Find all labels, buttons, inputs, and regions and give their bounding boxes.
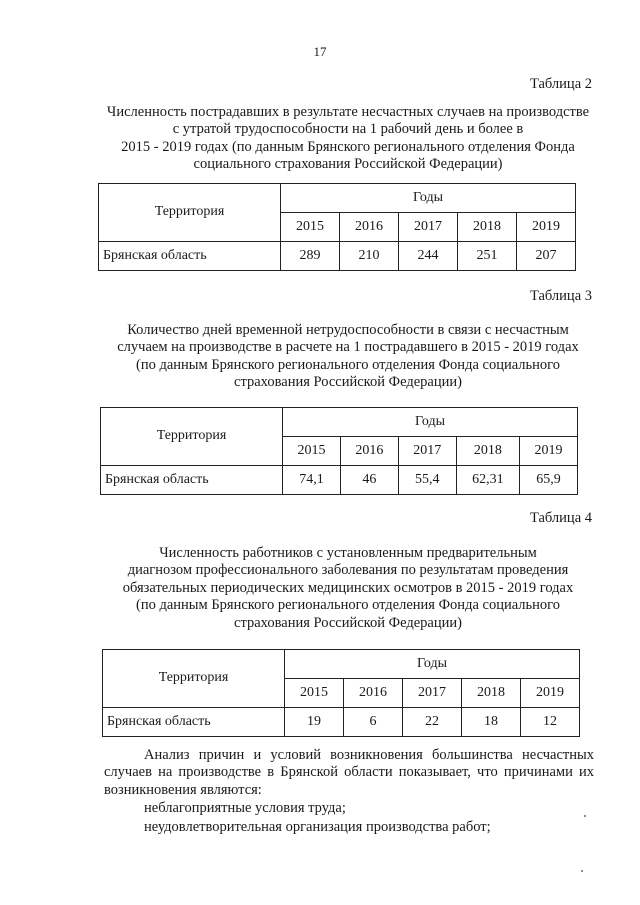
year-cell: 2017 [399, 213, 458, 242]
caption-line: (по данным Брянского регионального отделения Фонда социального [136, 597, 560, 614]
table-caption [98, 104, 598, 174]
row-name: Брянская область [99, 242, 281, 271]
value-cell: 210 [340, 242, 399, 271]
caption-line: с утратой трудоспособности на 1 рабочий день и более в [172, 121, 524, 138]
value-cell: 22 [403, 708, 462, 737]
row-name: Брянская область [101, 466, 283, 495]
value-cell: 6 [344, 708, 403, 737]
header-years: Годы [285, 650, 580, 679]
value-cell: 46 [340, 466, 398, 495]
year-cell: 2018 [462, 679, 521, 708]
table-caption [98, 322, 598, 392]
caption-line: 2015 - 2019 годах (по данным Брянского регионального отделения Фонда [121, 138, 575, 155]
value-cell: 74,1 [283, 466, 341, 495]
data-table [102, 649, 580, 737]
table-label: Таблица 4 [529, 510, 592, 526]
value-cell: 251 [458, 242, 517, 271]
row-name: Брянская область [103, 708, 285, 737]
year-cell: 2015 [283, 437, 341, 466]
scan-speck [584, 815, 586, 817]
list-item: неудовлетворительная организация производства работ; [144, 819, 491, 835]
caption-line: страхования Российской Федерации) [234, 614, 462, 631]
year-cell: 2016 [340, 213, 399, 242]
caption-line: Количество дней временной нетрудоспособности в связи с несчастным [127, 322, 569, 338]
year-cell: 2015 [281, 213, 340, 242]
caption-line: обязательных периодических медицинских осмотров в 2015 - 2019 годах [122, 579, 574, 596]
table-label: Таблица 2 [529, 76, 592, 92]
value-cell: 55,4 [398, 466, 456, 495]
caption-line: (по данным Брянского регионального отделения Фонда социального [136, 356, 560, 373]
value-cell: 244 [399, 242, 458, 271]
analysis-paragraph: Анализ причин и условий возникновения большинства несчастных случаев на производстве в Брянской области показывает, что причинами их возникновения являются: [104, 747, 594, 798]
year-cell: 2015 [285, 679, 344, 708]
caption-line: страхования Российской Федерации) [234, 374, 462, 391]
header-territory: Территория [101, 408, 283, 466]
value-cell: 18 [462, 708, 521, 737]
year-cell: 2017 [398, 437, 456, 466]
caption-line: Численность пострадавших в результате несчастных случаев на производстве [106, 104, 590, 120]
value-cell: 289 [281, 242, 340, 271]
year-cell: 2018 [456, 437, 519, 466]
year-cell: 2019 [517, 213, 576, 242]
caption-line: диагнозом профессионального заболевания по результатам проведения [127, 562, 569, 579]
page-number: 17 [313, 44, 327, 59]
value-cell: 207 [517, 242, 576, 271]
caption-line: Численность работников с установленным предварительным [159, 545, 537, 561]
value-cell: 12 [521, 708, 580, 737]
data-table [100, 407, 578, 495]
caption-line: социального страхования Российской Федерации) [193, 156, 503, 173]
year-cell: 2017 [403, 679, 462, 708]
table-label: Таблица 3 [529, 288, 592, 304]
year-cell: 2016 [340, 437, 398, 466]
table-caption [98, 545, 598, 632]
list-item: неблагоприятные условия труда; [144, 800, 346, 816]
header-territory: Территория [99, 184, 281, 242]
header-years: Годы [283, 408, 578, 437]
scan-speck [581, 870, 583, 872]
year-cell: 2018 [458, 213, 517, 242]
value-cell: 65,9 [520, 466, 578, 495]
header-years: Годы [281, 184, 576, 213]
year-cell: 2016 [344, 679, 403, 708]
year-cell: 2019 [521, 679, 580, 708]
value-cell: 62,31 [456, 466, 519, 495]
year-cell: 2019 [520, 437, 578, 466]
value-cell: 19 [285, 708, 344, 737]
caption-line: случаем на производстве в расчете на 1 пострадавшего в 2015 - 2019 годах [117, 339, 579, 356]
data-table [98, 183, 576, 271]
header-territory: Территория [103, 650, 285, 708]
